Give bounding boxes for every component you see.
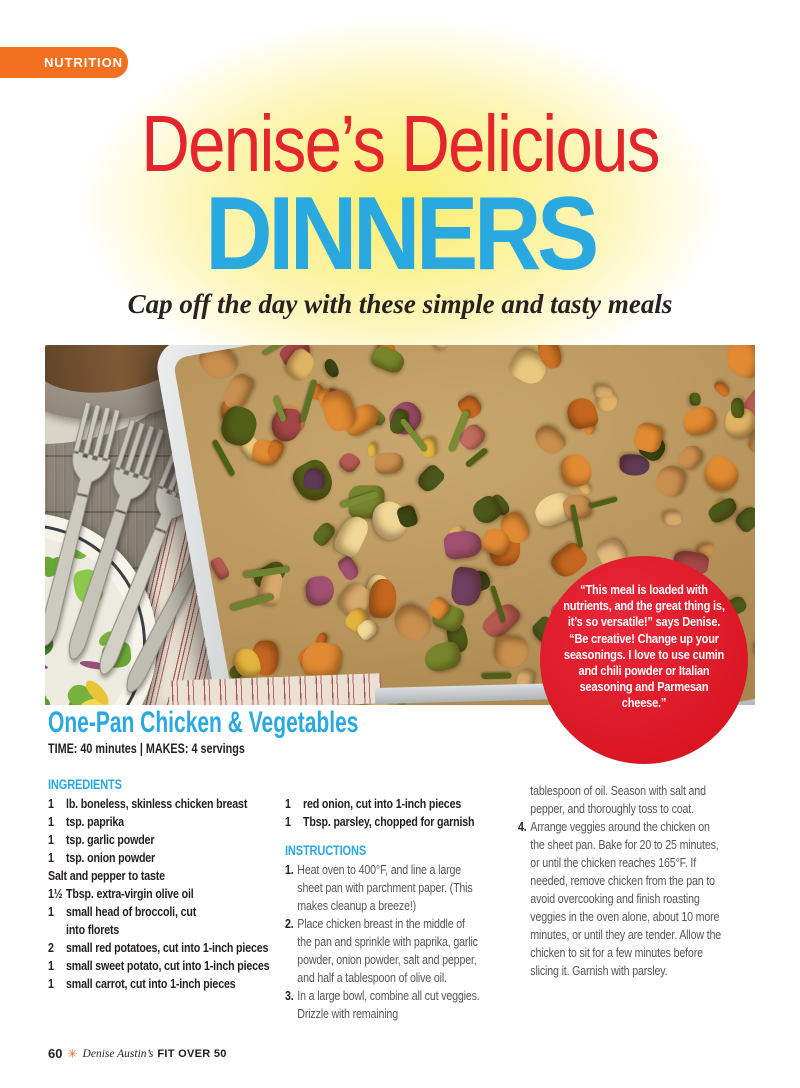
instruction-continuation — [518, 782, 723, 818]
ingredient-item — [48, 849, 276, 867]
ingredient-text: small head of broccoli, cut into florets — [66, 904, 197, 937]
ingredient-text: tsp. garlic powder — [66, 832, 155, 847]
page-footer — [48, 1046, 227, 1061]
ingredient-item — [48, 939, 276, 957]
instruction-step — [518, 818, 723, 980]
ingredient-item — [48, 831, 276, 849]
headline-subtitle: Cap off the day with these simple and tasty meals — [127, 289, 673, 319]
step-number — [518, 782, 530, 818]
ingredient-item — [48, 795, 276, 813]
step-text: In a large bowl, combine all cut veggies. Drizzle with remaining — [297, 988, 480, 1021]
step-number: 4. — [518, 819, 527, 834]
right-column — [518, 777, 723, 980]
ingredient-item — [48, 957, 276, 975]
ingredient-qty: 1 — [48, 796, 54, 811]
ingredient-item — [48, 975, 276, 993]
ingredient-item — [48, 885, 276, 903]
ingredient-qty: 2 — [48, 940, 54, 955]
headline-line1: Denise’s Delicious — [141, 99, 659, 188]
ingredient-text: tsp. paprika — [66, 814, 124, 829]
ingredient-text: Tbsp. extra-virgin olive oil — [66, 886, 194, 901]
page-number: 60 — [48, 1046, 63, 1061]
ingredient-qty: 1 — [48, 976, 54, 991]
step-number: 1. — [285, 862, 294, 877]
headline-line2: DINNERS — [205, 176, 595, 292]
ingredient-qty: 1 — [48, 850, 54, 865]
step-number: 2. — [285, 916, 294, 931]
quote-text: “This meal is loaded with nutrients, and the great thing is, it’s so versatile!” says Denise. “Be creative! Change up your seasonings. I love to use cumin and chili powder or Italian seasoning and Parmesan cheese.” — [563, 583, 725, 711]
brand-name-italic: Denise Austin’s — [82, 1047, 154, 1060]
step-text: Place chicken breast in the middle of the pan and sprinkle with paprika, garlic powder, onion powder, salt and pepper, and half a tablespoon of olive oil. — [297, 916, 478, 985]
middle-column — [285, 777, 482, 1023]
ingredient-text: red onion, cut into 1-inch pieces — [303, 796, 462, 811]
ingredient-qty: 1 — [48, 832, 54, 847]
step-text: Arrange veggies around the chicken on the sheet pan. Bake for 20 to 25 minutes, or until the chicken reaches 165°F. If needed, remove chicken from the pan to avoid overcooking and finish roasting veggies in the oven alone, about 10 more minutes, or until they are tender. Allow the chicken to sit for a few minutes before slicing it. Garnish with parsley. — [530, 819, 722, 978]
ingredient-qty: 1 — [285, 796, 291, 811]
instruction-step — [285, 915, 482, 987]
asterisk-icon: ✳ — [67, 1046, 78, 1061]
ingredient-qty: 1 — [285, 814, 291, 829]
ingredient-item — [48, 867, 276, 885]
ingredient-text: Tbsp. parsley, chopped for garnish — [303, 814, 475, 829]
quote-bubble — [540, 556, 748, 764]
ingredient-item — [285, 795, 482, 813]
ingredient-item — [48, 903, 276, 939]
recipe-meta: TIME: 40 minutes | MAKES: 4 servings — [48, 741, 245, 756]
ingredients-heading: INGREDIENTS — [48, 777, 122, 792]
recipe-title: One-Pan Chicken & Vegetables — [48, 706, 359, 739]
section-tag: NUTRITION — [0, 47, 128, 78]
ingredient-qty: 1 — [48, 814, 54, 829]
ingredient-text: Salt and pepper to taste — [48, 868, 165, 883]
ingredient-item — [285, 813, 482, 831]
ingredient-qty: 1 — [48, 958, 54, 973]
step-text: Heat oven to 400°F, and line a large sheet pan with parchment paper. (This makes cleanup a breeze!) — [297, 862, 473, 913]
ingredient-text: small red potatoes, cut into 1-inch pieces — [66, 940, 269, 955]
brand-name-bold: FIT OVER 50 — [157, 1047, 227, 1060]
instructions-heading: INSTRUCTIONS — [285, 843, 367, 858]
ingredient-text: tsp. onion powder — [66, 850, 156, 865]
ingredients-column-1 — [48, 777, 276, 993]
ingredient-qty: 1 — [48, 904, 54, 919]
ingredient-text: small sweet potato, cut into 1-inch pieces — [66, 958, 270, 973]
step-text: tablespoon of oil. Season with salt and pepper, and thoroughly toss to coat. — [530, 783, 706, 816]
ingredient-text: small carrot, cut into 1-inch pieces — [66, 976, 236, 991]
ingredient-item — [48, 813, 276, 831]
instruction-step — [285, 861, 482, 915]
ingredient-qty: 1½ — [48, 886, 63, 901]
instruction-step — [285, 987, 482, 1023]
ingredient-text: lb. boneless, skinless chicken breast — [66, 796, 248, 811]
step-number: 3. — [285, 988, 294, 1003]
